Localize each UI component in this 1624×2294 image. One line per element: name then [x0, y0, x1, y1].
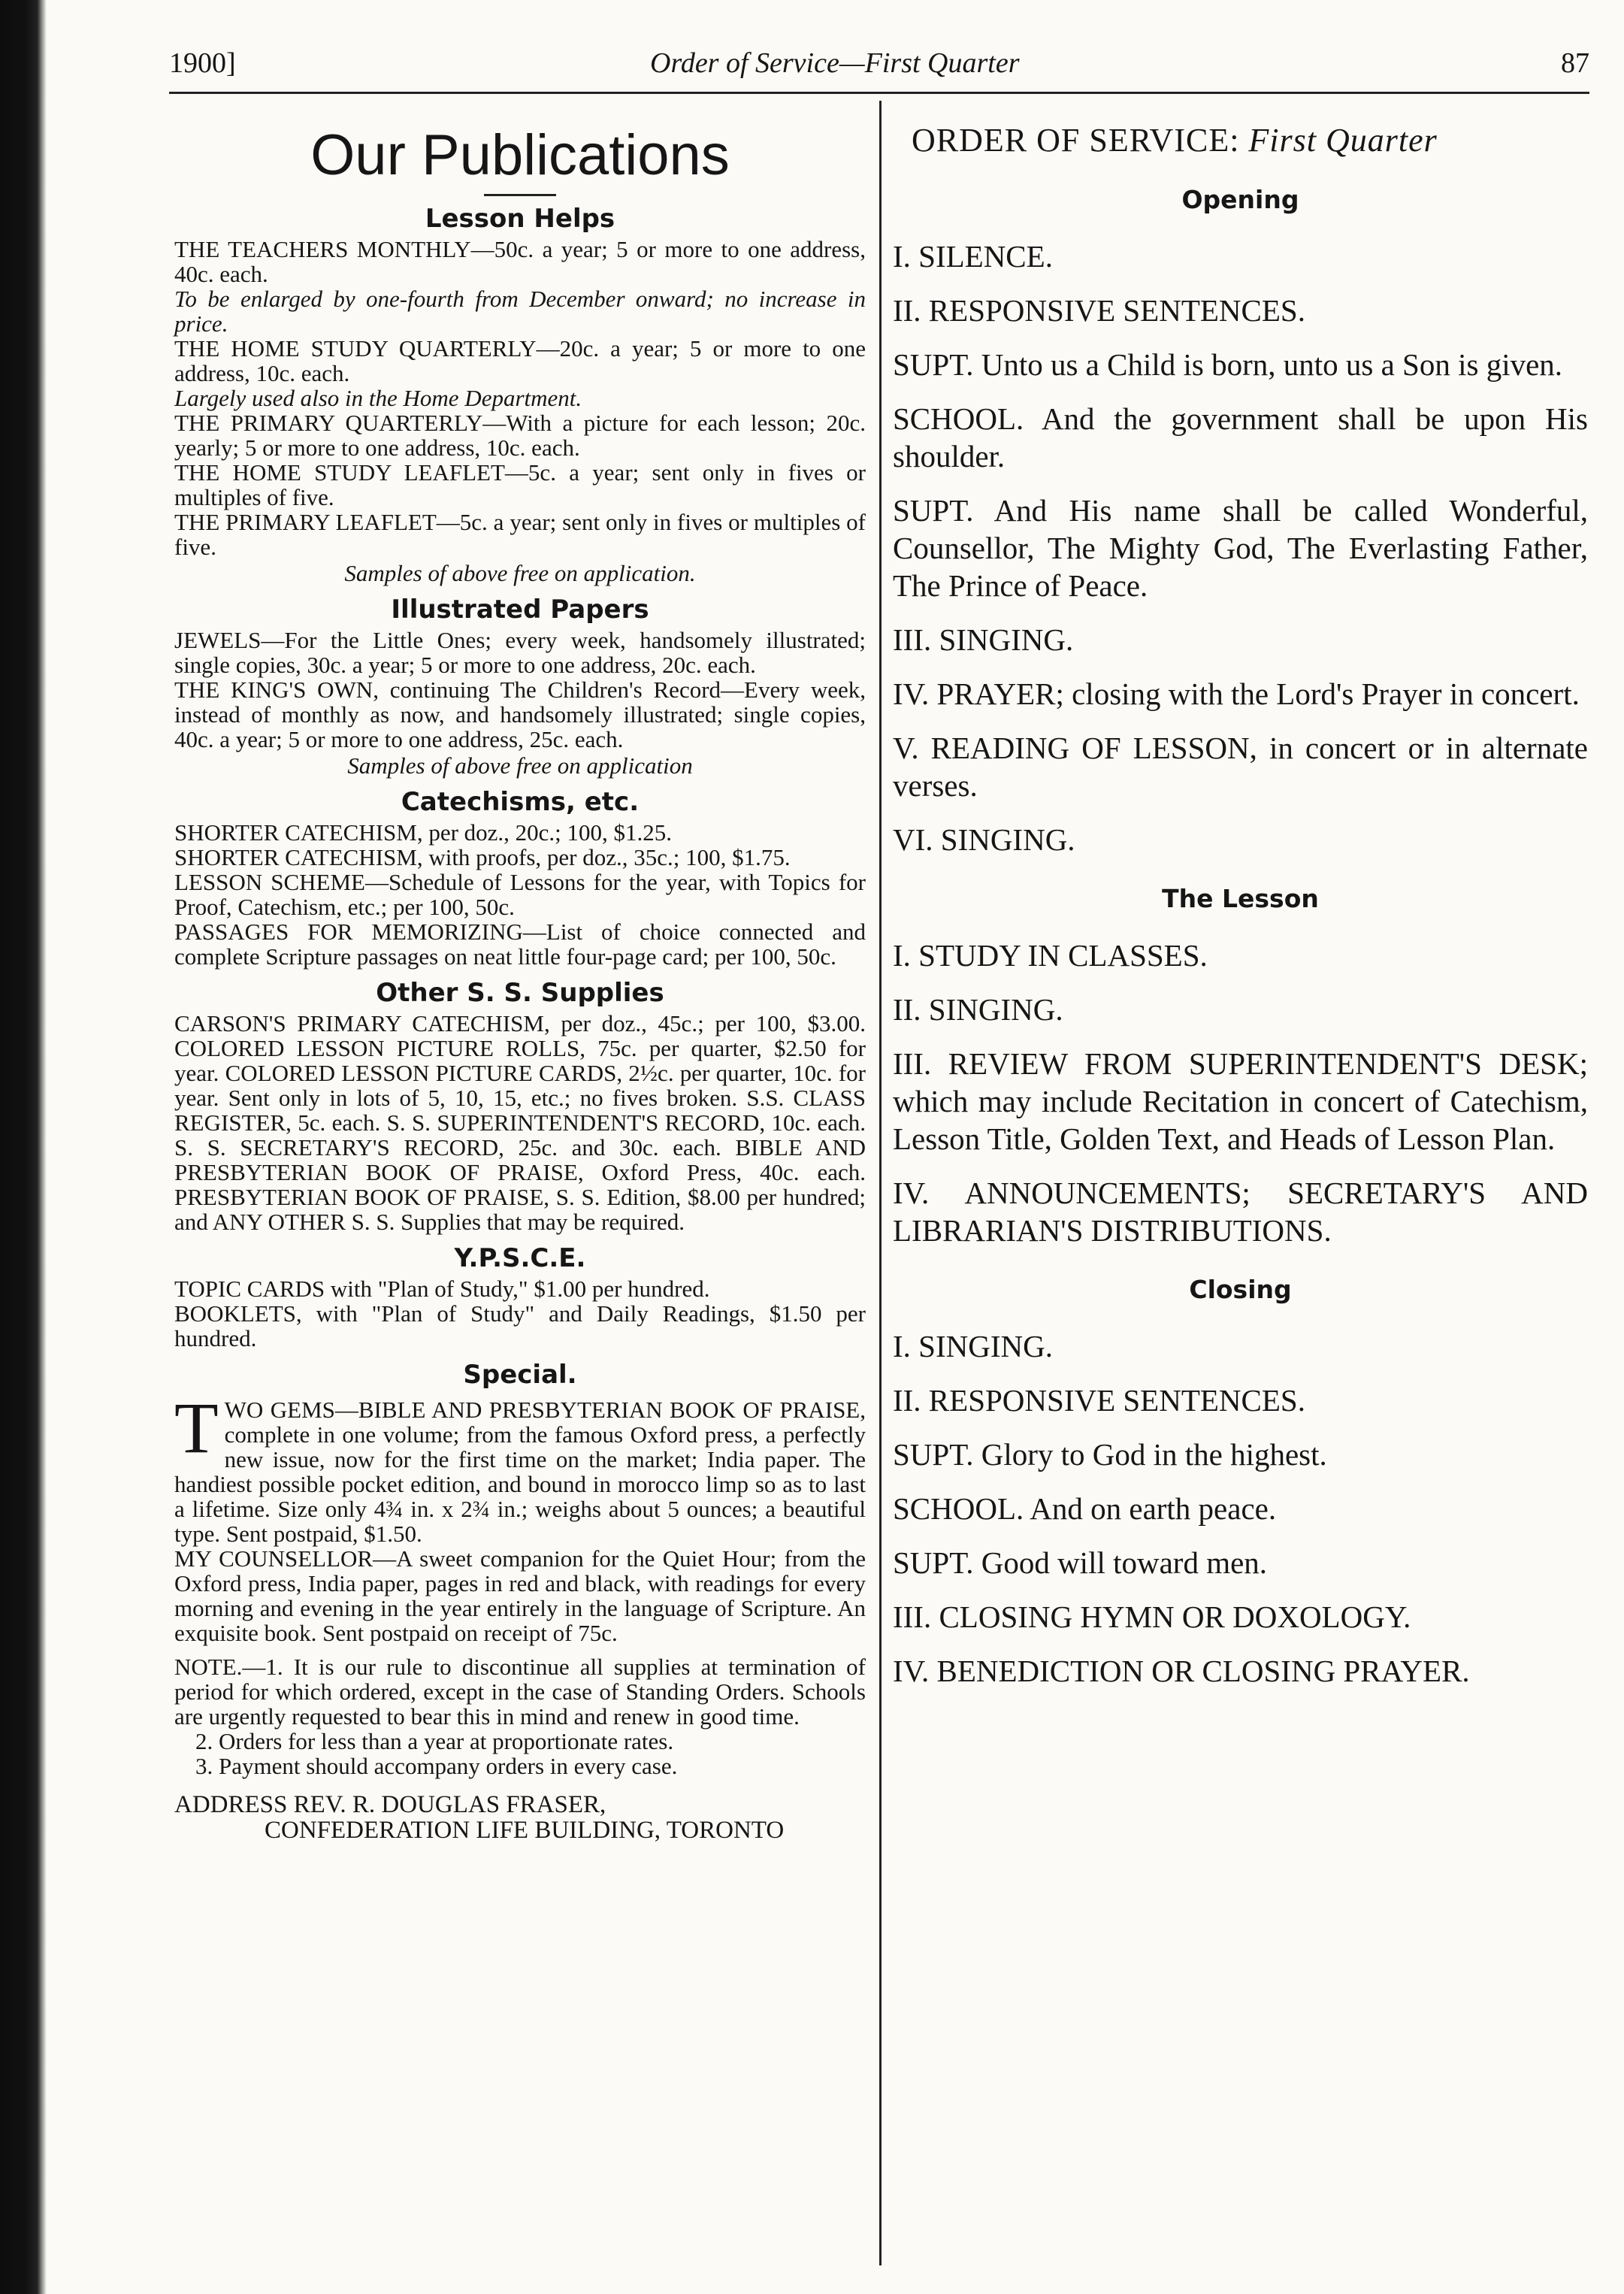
entry-shorter-catechism: SHORTER CATECHISM, per doz., 20c.; 100, $1.25. — [174, 819, 673, 846]
lesson-item: II. SINGING. — [893, 992, 1063, 1027]
entry-home-study-quarterly: THE HOME STUDY QUARTERLY—20c. a year; 5 or more to one address, 10c. each. — [174, 335, 866, 386]
closing-item: IV. BENEDICTION OR CLOSING PRAYER. — [893, 1654, 1470, 1688]
closing-item: II. RESPONSIVE SENTENCES. — [893, 1383, 1305, 1418]
opening-item: II. RESPONSIVE SENTENCES. — [893, 293, 1305, 328]
entry-note-2: 2. Orders for less than a year at proportionate rates. — [195, 1728, 674, 1754]
opening-item: V. READING OF LESSON, in concert or in alternate verses. — [893, 731, 1588, 803]
entry-note-1: NOTE.—1. It is our rule to discontinue all supplies at termination of period for which ordered, except in the case of Standing Orders. Schools are urgently requested to bear this in mind and renew in good time. — [174, 1654, 866, 1730]
special-heading: Special. — [463, 1360, 577, 1390]
opening-item: SUPT. And His name shall be called Wonderful, Counsellor, The Mighty God, The Everlasting Father, The Prince of Peace. — [893, 493, 1588, 603]
entry-two-gems — [174, 1388, 866, 1547]
address-line-1: ADDRESS REV. R. DOUGLAS FRASER, — [174, 1791, 606, 1818]
closing-item: SCHOOL. And on earth peace. — [893, 1491, 1277, 1526]
entry-jewels: JEWELS—For the Little Ones; every week, handsomely illustrated; single copies, 30c. a year; 5 or more to one address, 20c. each. — [174, 627, 866, 678]
opening-heading: Opening — [1181, 185, 1299, 214]
title-rule — [484, 194, 556, 196]
order-of-service-title — [912, 122, 1588, 159]
entry-note-enlarged: To be enlarged by one-fourth from December onward; no increase in price. — [174, 286, 866, 337]
samples-note: Samples of above free on application — [347, 752, 693, 779]
lesson-item: I. STUDY IN CLASSES. — [893, 938, 1208, 973]
ypsce-heading: Y.P.S.C.E. — [454, 1243, 586, 1273]
entry-topic-cards: TOPIC CARDS with "Plan of Study," $1.00 per hundred. — [174, 1276, 710, 1302]
illustrated-papers-heading: Illustrated Papers — [391, 595, 649, 625]
closing-item: I. SINGING. — [893, 1329, 1053, 1363]
two-gems-text: WO GEMS—BIBLE AND PRESBYTERIAN BOOK OF PRAISE, complete in one volume; from the famous Oxford press, a perfectly new issue, now for the first time on the market; India paper. The handiest possible pocket edition, and bound in morocco limp so as to last a lifetime. Size only 4¾ in. x 2¾ in.; weighs about 5 ounces; a beautiful type. Sent postpaid, $1.50. — [174, 1397, 866, 1547]
opening-item: VI. SINGING. — [893, 822, 1075, 857]
entry-primary-quarterly: THE PRIMARY QUARTERLY—With a picture for each lesson; 20c. yearly; 5 or more to one address, 10c. each. — [174, 410, 866, 461]
lesson-heading: The Lesson — [1162, 884, 1319, 913]
samples-note: Samples of above free on application. — [344, 560, 696, 586]
entry-booklets: BOOKLETS, with "Plan of Study" and Daily Readings, $1.50 per hundred. — [174, 1300, 866, 1351]
entry-kings-own: THE KING'S OWN, continuing The Children's Record—Every week, instead of monthly as now, and handsomely illustrated; single copies, 40c. a year; 5 or more to one address, 25c. each. — [174, 676, 866, 752]
closing-heading: Closing — [1189, 1275, 1292, 1304]
order-of-service-column — [893, 113, 1588, 1706]
lesson-item: III. REVIEW FROM SUPERINTENDENT'S DESK; which may include Recitation in concert of Catechism, Lesson Title, Golden Text, and Heads of Lesson Plan. — [893, 1046, 1588, 1156]
opening-item: SUPT. Unto us a Child is born, unto us a Son is given. — [893, 347, 1563, 382]
catechisms-heading: Catechisms, etc. — [401, 787, 640, 817]
book-spine-edge — [0, 0, 47, 2294]
closing-item: SUPT. Good will toward men. — [893, 1545, 1268, 1580]
column-divider — [879, 101, 882, 2265]
entry-supplies-text: CARSON'S PRIMARY CATECHISM, per doz., 45c.; per 100, $3.00. COLORED LESSON PICTURE ROLLS, 75c. per quarter, $2.50 for year. COLORED LESSON PICTURE CARDS, 2½c. per quarter, 10c. for year. Sent only in lots of 5, 10, 15, etc.; no fives broken. S.S. CLASS REGISTER, 5c. each. S. S. SUPERINTENDENT'S RECORD, 10c. each. S. S. SECRETARY'S RECORD, 25c. and 30c. each. BIBLE AND PRESBYTERIAN BOOK OF PRAISE, Oxford Press, 40c. each. PRESBYTERIAN BOOK OF PRAISE, S. S. Edition, $8.00 per hundred; and ANY OTHER S. S. Supplies that may be required. — [174, 1010, 866, 1235]
entry-shorter-catechism-proofs: SHORTER CATECHISM, with proofs, per doz., 35c.; 100, $1.75. — [174, 844, 791, 870]
address-line-2: CONFEDERATION LIFE BUILDING, TORONTO — [265, 1817, 785, 1844]
entry-passages-memorizing: PASSAGES FOR MEMORIZING—List of choice connected and complete Scripture passages on neat little four-page card; per 100, 50c. — [174, 919, 866, 970]
order-of-service-sub: First Quarter — [1248, 122, 1438, 159]
opening-item: IV. PRAYER; closing with the Lord's Prayer in concert. — [893, 676, 1580, 711]
closing-item: III. CLOSING HYMN OR DOXOLOGY. — [893, 1599, 1411, 1634]
opening-item: III. SINGING. — [893, 622, 1074, 657]
lesson-helps-heading: Lesson Helps — [425, 204, 615, 234]
entry-primary-leaflet: THE PRIMARY LEAFLET—5c. a year; sent only in fives or multiples of five. — [174, 509, 866, 560]
entry-home-study-leaflet: THE HOME STUDY LEAFLET—5c. a year; sent only in fives or multiples of five. — [174, 459, 866, 510]
publications-column — [174, 113, 866, 1843]
opening-item: SCHOOL. And the government shall be upon His shoulder. — [893, 401, 1588, 474]
entry-note-home-department: Largely used also in the Home Department. — [174, 385, 582, 411]
header-title: Order of Service—First Quarter — [650, 47, 1020, 79]
entry-note-3: 3. Payment should accompany orders in every case. — [195, 1753, 678, 1779]
header-year: 1900] — [169, 47, 236, 79]
supplies-heading: Other S. S. Supplies — [376, 978, 664, 1008]
publications-title: Our Publications — [310, 123, 730, 187]
drop-cap: T — [174, 1388, 219, 1468]
address-block — [174, 1792, 866, 1843]
running-head — [169, 47, 1589, 92]
opening-item: I. SILENCE. — [893, 239, 1053, 274]
page-number: 87 — [1561, 47, 1589, 79]
lesson-item: IV. ANNOUNCEMENTS; SECRETARY'S AND LIBRARIAN'S DISTRIBUTIONS. — [893, 1176, 1588, 1248]
entry-teachers-monthly: THE TEACHERS MONTHLY—50c. a year; 5 or more to one address, 40c. each. — [174, 236, 866, 287]
order-of-service-main: ORDER OF SERVICE: — [912, 122, 1240, 159]
closing-item: SUPT. Glory to God in the highest. — [893, 1437, 1327, 1472]
entry-my-counsellor: MY COUNSELLOR—A sweet companion for the Quiet Hour; from the Oxford press, India paper, pages in red and black, with readings for every morning and evening in the year entirely in the language of Scripture. An exquisite book. Sent postpaid on receipt of 75c. — [174, 1545, 866, 1646]
entry-lesson-scheme: LESSON SCHEME—Schedule of Lessons for the year, with Topics for Proof, Catechism, etc.; per 100, 50c. — [174, 869, 866, 920]
header-rule — [169, 92, 1589, 94]
